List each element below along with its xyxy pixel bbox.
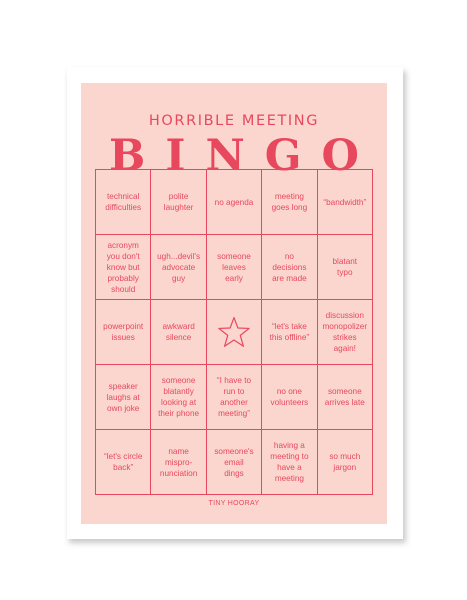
bingo-cell[interactable]: polite laughter [151,170,206,235]
bingo-panel [81,83,387,524]
bingo-cell[interactable]: technical difficulties [96,170,151,235]
bingo-cell[interactable]: having a meeting to have a meeting [262,430,317,495]
bingo-card [67,67,403,539]
bingo-cell[interactable]: “I have to run to another meeting” [207,365,262,430]
bingo-cell[interactable]: name mispro- nunciation [151,430,206,495]
brand-footer: TINY HOORAY [208,500,260,507]
card-title: BINGO [109,131,379,181]
bingo-cell[interactable]: no agenda [207,170,262,235]
star-outline-icon [217,315,251,349]
bingo-cell[interactable]: speaker laughs at own joke [96,365,151,430]
bingo-cell[interactable]: blatant typo [318,235,373,300]
bingo-grid [95,169,373,495]
bingo-cell[interactable]: awkward silence [151,300,206,365]
card-subtitle: HORRIBLE MEETING [148,113,320,129]
bingo-cell[interactable]: ugh...devil's advocate guy [151,235,206,300]
bingo-cell[interactable]: someone leaves early [207,235,262,300]
bingo-cell[interactable]: powerpoint issues [96,300,151,365]
bingo-cell[interactable]: discussion monopolizer strikes again! [318,300,373,365]
bingo-cell[interactable]: acronym you don't know but probably should [96,235,151,300]
bingo-cell[interactable]: someone arrives late [318,365,373,430]
bingo-cell[interactable]: meeting goes long [262,170,317,235]
bingo-cell[interactable]: someone's email dings [207,430,262,495]
free-space-cell[interactable] [207,300,262,365]
bingo-cell[interactable]: “bandwidth” [318,170,373,235]
bingo-cell[interactable]: no decisions are made [262,235,317,300]
bingo-cell[interactable]: no one volunteers [262,365,317,430]
bingo-cell[interactable]: so much jargon [318,430,373,495]
bingo-cell[interactable]: someone blatantly looking at their phone [151,365,206,430]
bingo-cell[interactable]: “let's circle back” [96,430,151,495]
bingo-cell[interactable]: “let's take this offline” [262,300,317,365]
